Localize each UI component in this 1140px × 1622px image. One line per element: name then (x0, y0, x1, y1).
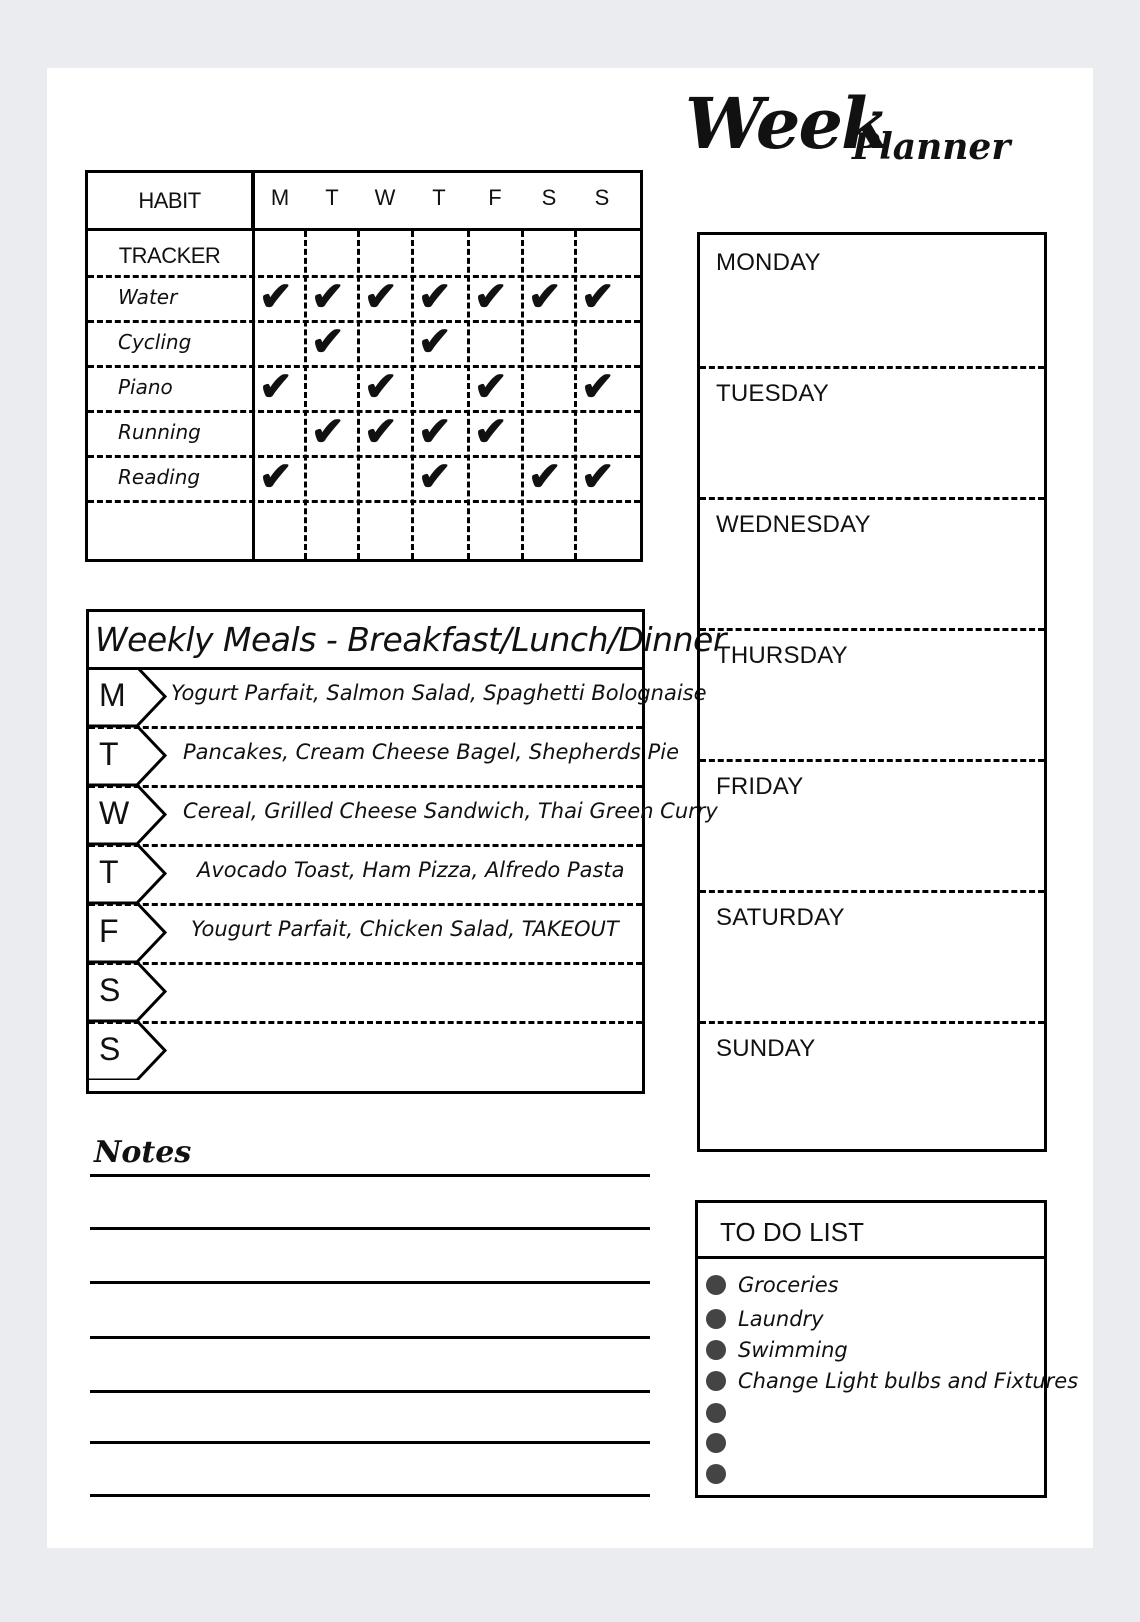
checkmark-icon: ✔ (259, 365, 293, 409)
habit-col-divider (411, 231, 414, 559)
checkmark-icon: ✔ (418, 275, 452, 319)
notes-line (90, 1441, 650, 1444)
day-label: SUNDAY (716, 1035, 816, 1062)
notes-title: Notes (94, 1135, 192, 1170)
habit-name: Reading (118, 465, 201, 489)
todo-list (695, 1200, 1079, 1498)
habit-tracker (85, 170, 643, 562)
habit-day-header: T (325, 185, 339, 210)
habit-name: Running (118, 420, 201, 444)
habit-col-divider (521, 231, 524, 559)
habit-col-divider (574, 231, 577, 559)
habit-day-header: T (432, 185, 446, 210)
meal-day-letter: W (99, 795, 130, 831)
notes-line (90, 1390, 650, 1393)
meals-row-divider (89, 1021, 642, 1024)
bullet-icon (706, 1433, 726, 1453)
checkmark-icon: ✔ (474, 410, 508, 454)
title-planner: Planner (852, 126, 1011, 168)
week-days-column (697, 232, 1047, 1152)
meal-day-letter: F (99, 913, 119, 949)
habit-tracker-header: HABIT TRACKER (88, 173, 254, 231)
notes-line (90, 1336, 650, 1339)
checkmark-icon: ✔ (474, 275, 508, 319)
meals-row-divider (89, 726, 642, 729)
habit-name: Cycling (118, 330, 192, 354)
day-section-divider (700, 366, 1044, 369)
bullet-icon (706, 1275, 726, 1295)
bullet-icon (706, 1309, 726, 1329)
checkmark-icon: ✔ (364, 275, 398, 319)
todo-header (698, 1203, 1044, 1259)
habit-col-divider (304, 231, 307, 559)
checkmark-icon: ✔ (528, 275, 562, 319)
checkmark-icon: ✔ (311, 320, 345, 364)
checkmark-icon: ✔ (364, 365, 398, 409)
meals-row-divider (89, 962, 642, 965)
meals-title: Weekly Meals - Breakfast/Lunch/Dinner (95, 620, 726, 659)
habit-day-header: W (374, 185, 396, 210)
habit-day-header: F (488, 185, 502, 210)
weekly-meals (86, 609, 726, 1094)
day-section-divider (700, 890, 1044, 893)
habit-col-divider (467, 231, 470, 559)
checkmark-icon: ✔ (259, 275, 293, 319)
day-section-divider (700, 759, 1044, 762)
habit-row-divider (88, 320, 640, 323)
checkmark-icon: ✔ (259, 455, 293, 499)
notes-line (90, 1227, 650, 1230)
meal-day-letter: S (99, 1031, 121, 1067)
habit-day-header: M (270, 185, 290, 210)
checkmark-icon: ✔ (311, 275, 345, 319)
day-section-divider (700, 497, 1044, 500)
checkmark-icon: ✔ (364, 410, 398, 454)
day-section-divider (700, 1021, 1044, 1024)
meal-day-letter: T (99, 736, 119, 772)
notes-line (90, 1174, 650, 1177)
day-label: THURSDAY (716, 642, 848, 669)
meals-row-divider (89, 844, 642, 847)
habit-col-divider (357, 231, 360, 559)
meal-entry: Yogurt Parfait, Salmon Salad, Spaghetti Bolognaise (171, 681, 707, 705)
habit-day-header: S (594, 185, 610, 210)
bullet-icon (706, 1464, 726, 1484)
meal-day-letter: T (99, 854, 119, 890)
habit-name: Piano (118, 375, 173, 399)
meal-day-letter: M (99, 677, 126, 713)
checkmark-icon: ✔ (418, 455, 452, 499)
day-label: MONDAY (716, 249, 821, 276)
meal-entry: Avocado Toast, Ham Pizza, Alfredo Pasta (197, 858, 625, 882)
title-week: Week (685, 82, 888, 165)
meals-row-divider (89, 903, 642, 906)
notes-line (90, 1494, 650, 1497)
bullet-icon (706, 1340, 726, 1360)
meal-entry: Cereal, Grilled Cheese Sandwich, Thai Green Curry (183, 799, 718, 823)
checkmark-icon: ✔ (418, 410, 452, 454)
checkmark-icon: ✔ (528, 455, 562, 499)
todo-title: TO DO LIST (720, 1217, 864, 1247)
checkmark-icon: ✔ (311, 410, 345, 454)
bullet-icon (706, 1403, 726, 1423)
habit-name: Water (118, 285, 178, 309)
day-label: SATURDAY (716, 904, 845, 931)
todo-item[interactable]: Laundry (738, 1307, 824, 1331)
meal-entry: Pancakes, Cream Cheese Bagel, Shepherds Pie (183, 740, 680, 764)
todo-item[interactable]: Groceries (738, 1273, 839, 1297)
checkmark-icon: ✔ (581, 455, 615, 499)
checkmark-icon: ✔ (474, 365, 508, 409)
meals-row-divider (89, 785, 642, 788)
notes-line (90, 1281, 650, 1284)
checkmark-icon: ✔ (581, 365, 615, 409)
habit-row-divider (88, 500, 640, 503)
todo-item[interactable]: Change Light bulbs and Fixtures (738, 1369, 1079, 1393)
day-label: WEDNESDAY (716, 511, 871, 538)
habit-day-header: S (541, 185, 557, 210)
todo-item[interactable]: Swimming (738, 1338, 848, 1362)
day-section-divider (700, 628, 1044, 631)
meal-entry: Yougurt Parfait, Chicken Salad, TAKEOUT (191, 917, 619, 941)
meal-day-letter: S (99, 972, 121, 1008)
day-label: FRIDAY (716, 773, 804, 800)
bullet-icon (706, 1371, 726, 1391)
checkmark-icon: ✔ (418, 320, 452, 364)
checkmark-icon: ✔ (581, 275, 615, 319)
day-label: TUESDAY (716, 380, 829, 407)
